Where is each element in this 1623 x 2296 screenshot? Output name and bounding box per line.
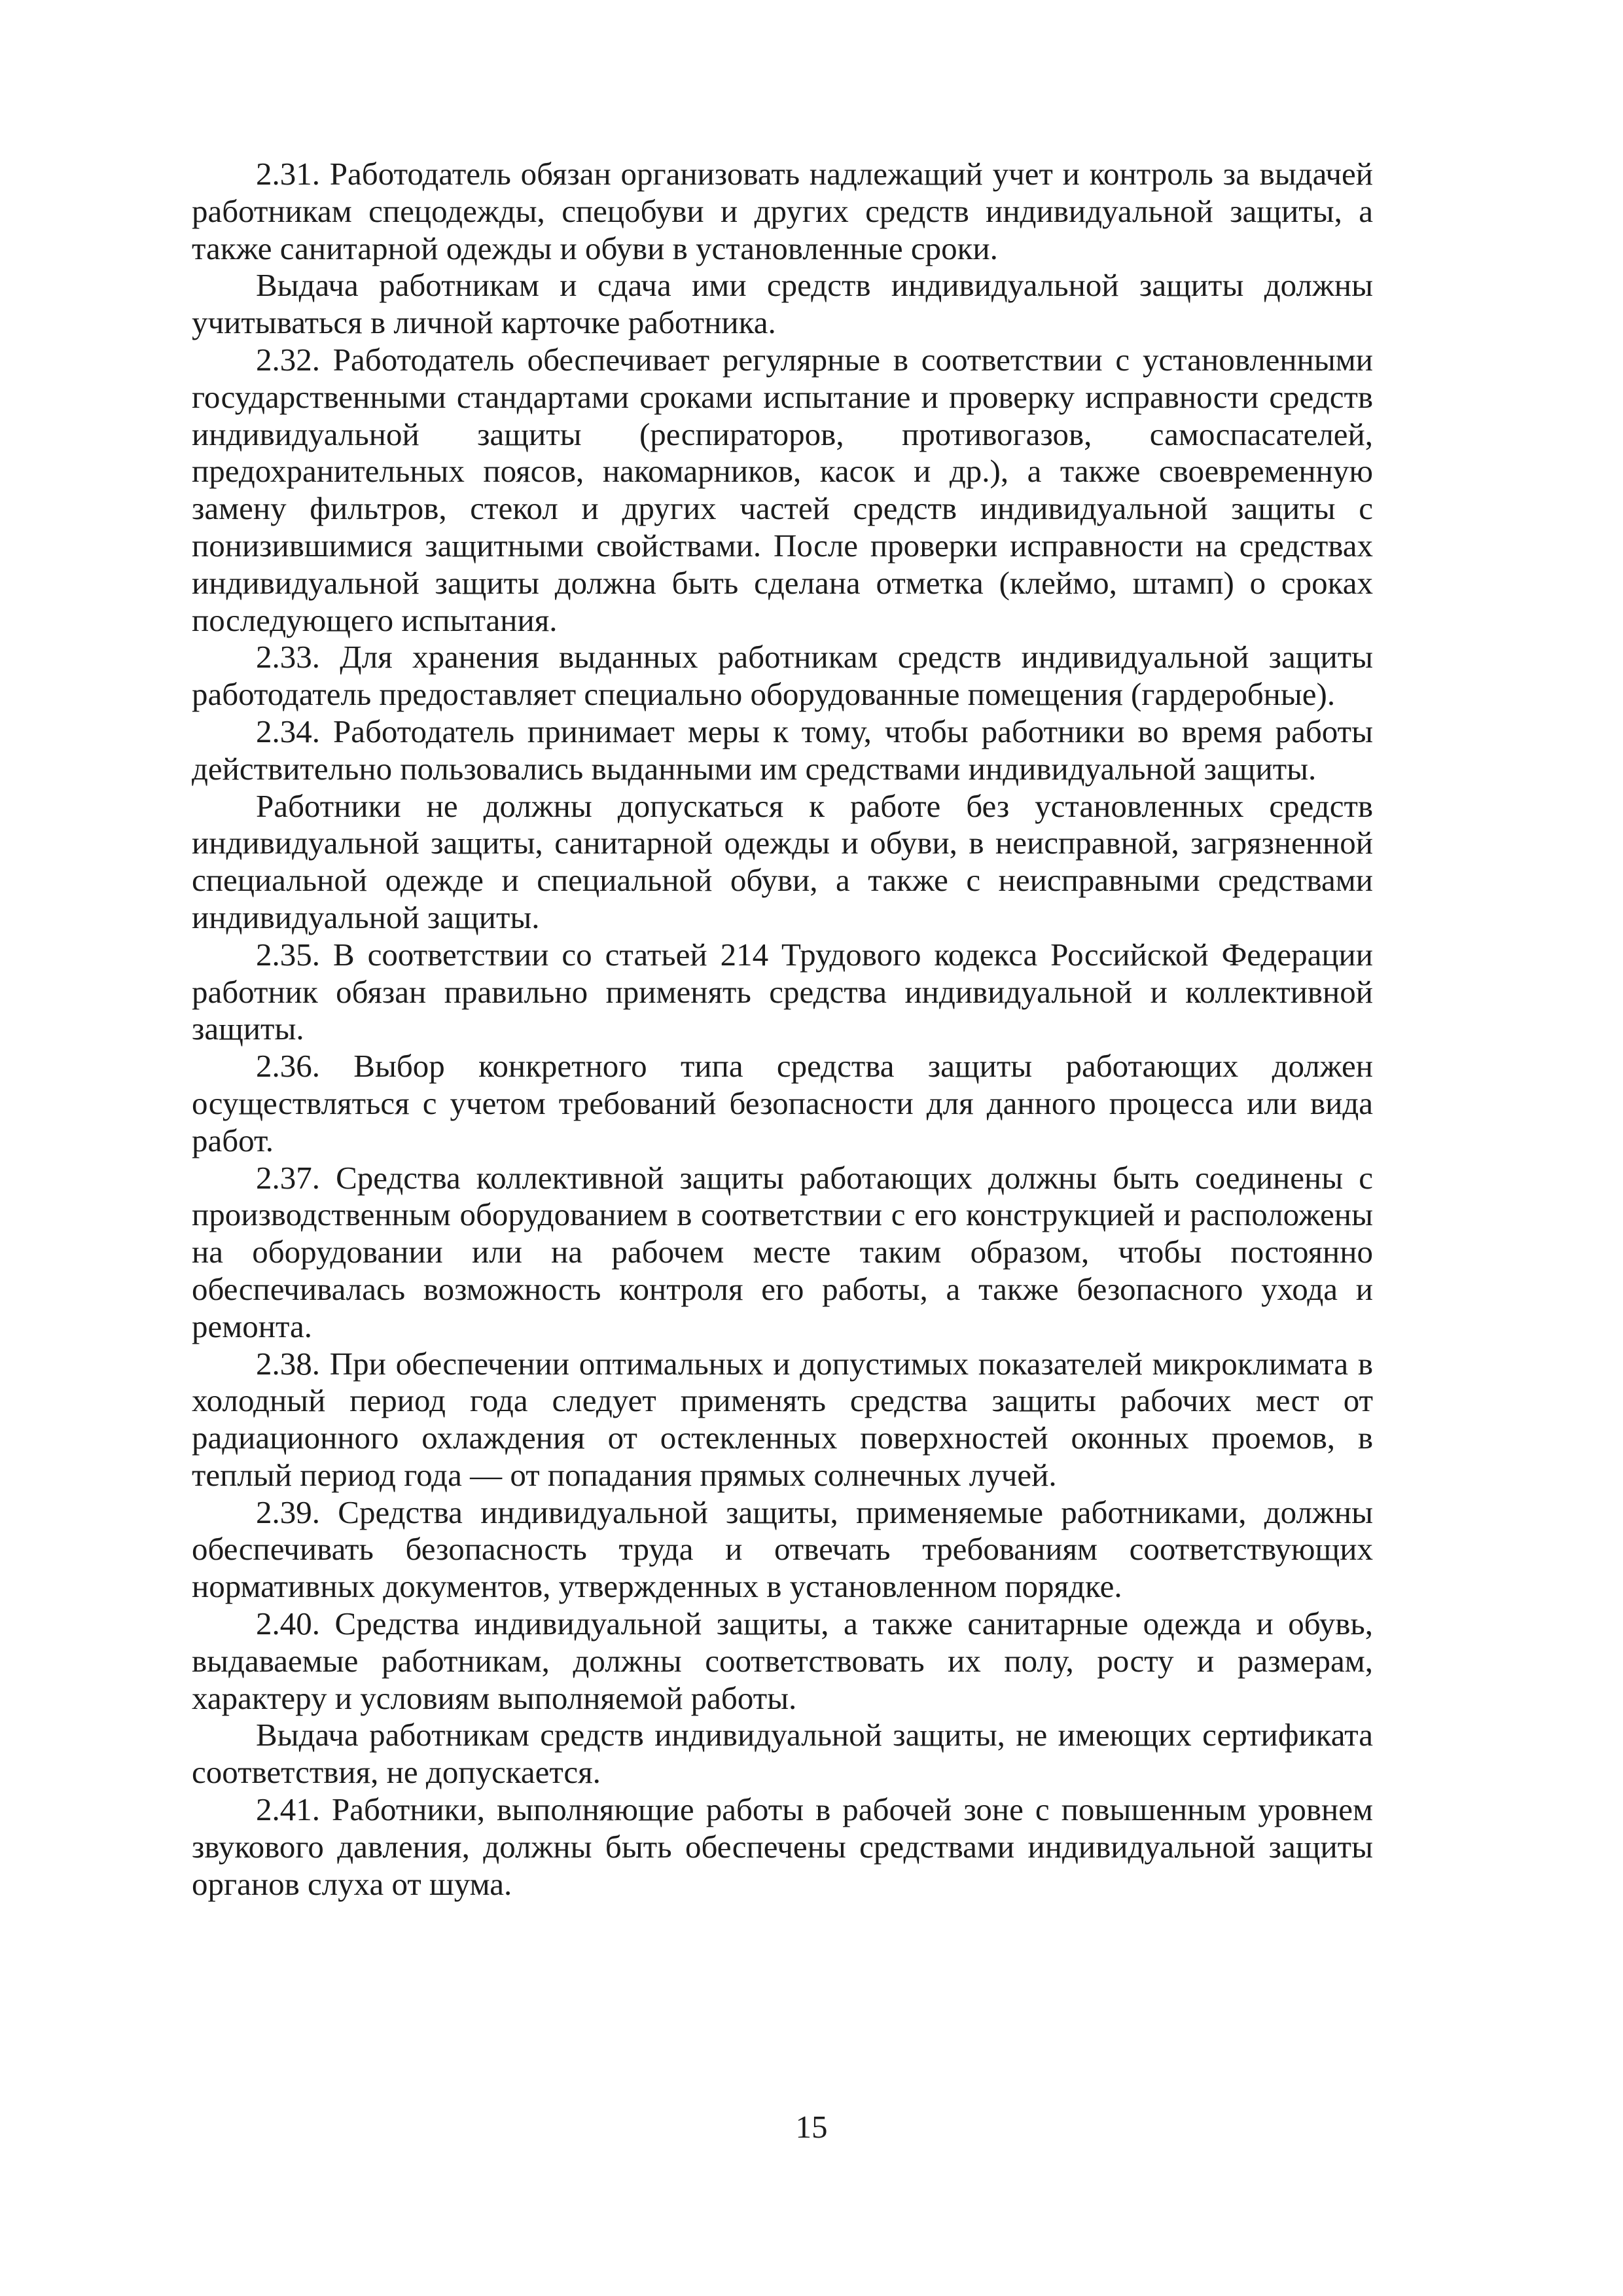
paragraph-2-33: 2.33. Для хранения выданных работникам средств индивидуальной защиты работодатель предоставляет специально оборудованные помещения (гардеробные). — [192, 639, 1373, 713]
paragraph-2-39: 2.39. Средства индивидуальной защиты, применяемые работниками, должны обеспечивать безопасность труда и отвечать требованиям соответствующих нормативных документов, утвержденных в установленном порядке. — [192, 1494, 1373, 1605]
paragraph-2-40: 2.40. Средства индивидуальной защиты, а также санитарные одежда и обувь, выдаваемые работникам, должны соответствовать их полу, росту и размерам, характеру и условиям выполняемой работы. — [192, 1605, 1373, 1716]
paragraph-2-34: 2.34. Работодатель принимает меры к тому, чтобы работники во время работы действительно пользовались выданными им средствами индивидуальной защиты. — [192, 713, 1373, 787]
paragraph-2-36: 2.36. Выбор конкретного типа средства защиты работающих должен осуществляться с учетом требований безопасности для данного процесса или вида работ. — [192, 1048, 1373, 1158]
page-number: 15 — [795, 2109, 828, 2145]
paragraph-2-31: 2.31. Работодатель обязан организовать надлежащий учет и контроль за выдачей работникам спецодежды, спецобуви и других средств индивидуальной защиты, а также санитарной одежды и обуви в установленные сроки. — [192, 156, 1373, 266]
paragraph-2-38: 2.38. При обеспечении оптимальных и допустимых показателей микроклимата в холодный период года следует применять средства защиты рабочих мест от радиационного охлаждения от остекленных поверхностей оконных проемов, в теплый период года — от попадания прямых солнечных лучей. — [192, 1345, 1373, 1493]
paragraph-admission-rule: Работники не должны допускаться к работе без установленных средств индивидуальной защиты, санитарной одежды и обуви, в неисправной, загрязненной специальной одежде и специальной обуви, а также с неисправными средствами индивидуальной защиты. — [192, 787, 1373, 935]
paragraph-2-37: 2.37. Средства коллективной защиты работающих должны быть соединены с производственным оборудованием в соответствии с его конструкцией и расположены на оборудовании или на рабочем месте таким образом, чтобы постоянно обеспечивалась возможность контроля его работы, а также безопасного ухода и ремонта. — [192, 1159, 1373, 1344]
paragraph-2-35: 2.35. В соответствии со статьей 214 Трудового кодекса Российской Федерации работник обязан правильно применять средства индивидуальной и коллективной защиты. — [192, 936, 1373, 1047]
paragraph-issuance-record: Выдача работникам и сдача ими средств индивидуальной защиты должны учитываться в личной карточке работника. — [192, 267, 1373, 341]
paragraph-2-32: 2.32. Работодатель обеспечивает регулярные в соответствии с установленными государственными стандартами сроками испытание и проверку исправности средств индивидуальной защиты (респираторов, противогазов, самоспасателей, предохранительных поясов, накомарников, касок и др.), а также своевременную замену фильтров, стекол и других частей средств индивидуальной защиты с понизившимися защитными свойствами. После проверки исправности на средствах индивидуальной защиты должна быть сделана отметка (клеймо, штамп) о сроках последующего испытания. — [192, 341, 1373, 638]
body-text — [192, 156, 1373, 1903]
paragraph-certificate-rule: Выдача работникам средств индивидуальной защиты, не имеющих сертификата соответствия, не допускается. — [192, 1717, 1373, 1791]
paragraph-2-41: 2.41. Работники, выполняющие работы в рабочей зоне с повышенным уровнем звукового давления, должны быть обеспечены средствами индивидуальной защиты органов слуха от шума. — [192, 1791, 1373, 1902]
